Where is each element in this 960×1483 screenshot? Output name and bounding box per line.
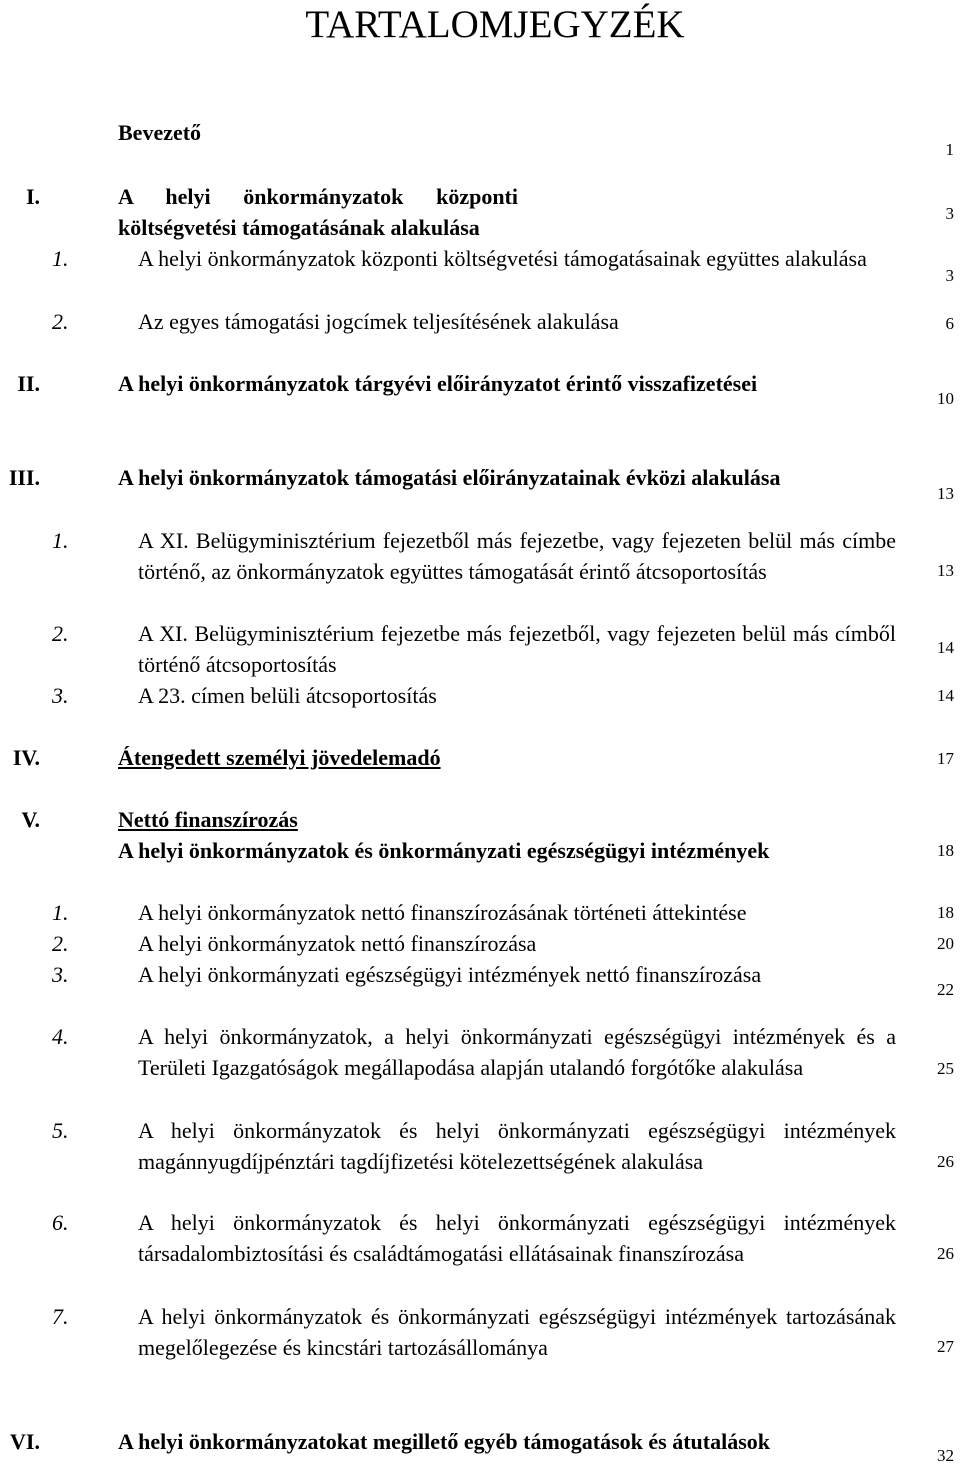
toc-section-number: 1. [52, 528, 69, 553]
toc-page-number: 1 [945, 140, 954, 159]
toc-page-number: 18 [937, 841, 954, 860]
toc-page-number: 26 [937, 1152, 954, 1171]
toc-page-number: 22 [937, 980, 954, 999]
toc-chapter-number: V. [21, 807, 40, 832]
toc-page-number: 3 [945, 204, 954, 223]
toc-entry-text: Átengedett személyi jövedelemadó [118, 745, 441, 770]
toc-entry-text: A helyi önkormányzatok központi költségvetési támogatásának alakulása [118, 184, 518, 240]
toc-entry-text: A helyi önkormányzatok, a helyi önkormányzati egészségügyi intézmények és a Területi Igazgatóságok megállapodása alapján utalandó forgótőke alakulása [138, 1024, 896, 1080]
toc-page-number: 14 [937, 638, 954, 657]
toc-entry-text: A XI. Belügyminisztérium fejezetből más fejezetbe, vagy fejezeten belül más címbe történő, az önkormányzatok együttes támogatását érintő átcsoportosítás [138, 528, 896, 584]
toc-entry-subtitle: A helyi önkormányzatok és önkormányzati egészségügyi intézmények [118, 838, 770, 863]
toc-page-number: 3 [945, 266, 954, 285]
toc-entry-text: Nettó finanszírozás [118, 807, 298, 832]
toc-page-number: 18 [937, 903, 954, 922]
toc-page-number: 27 [937, 1337, 954, 1356]
toc-entry-text: Bevezető [118, 120, 202, 145]
toc-section-number: 7. [52, 1304, 69, 1329]
toc-page-number: 13 [937, 561, 954, 580]
toc-page-number: 26 [937, 1244, 954, 1263]
toc-entry-text: A helyi önkormányzatok és helyi önkormányzati egészségügyi intézmények társadalombiztosítási és családtámogatási ellátásainak finanszírozása [138, 1210, 896, 1266]
toc-section-number: 1. [52, 246, 69, 271]
toc-entry-text: A helyi önkormányzatok tárgyévi előirányzatot érintő visszafizetései [118, 371, 758, 396]
toc-chapter-number: II. [17, 371, 40, 396]
toc-entry-text: A helyi önkormányzatokat megillető egyéb támogatások és átutalások [118, 1429, 771, 1454]
toc-entry-text: A helyi önkormányzatok nettó finanszírozása [138, 931, 537, 956]
toc-section-number: 2. [52, 931, 69, 956]
toc-entry-text: A XI. Belügyminisztérium fejezetbe más fejezetből, vagy fejezeten belül más címből történő átcsoportosítás [138, 621, 896, 677]
toc-entry-text: A helyi önkormányzatok központi költségvetési támogatásainak együttes alakulása [138, 246, 867, 271]
toc-entry-text: A 23. címen belüli átcsoportosítás [138, 683, 437, 708]
toc-section-number: 1. [52, 900, 69, 925]
toc-section-number: 2. [52, 621, 69, 646]
toc-entry-text: A helyi önkormányzati egészségügyi intézmények nettó finanszírozása [138, 962, 762, 987]
toc-section-number: 3. [52, 962, 69, 987]
toc-page-number: 6 [945, 314, 954, 333]
toc-entry-text: A helyi önkormányzatok és önkormányzati egészségügyi intézmények tartozásának megelőlegezése és kincstári tartozásállománya [138, 1304, 896, 1360]
toc-page-number: 10 [937, 389, 954, 408]
page-title: TARTALOMJEGYZÉK [305, 3, 685, 46]
toc-chapter-number: III. [8, 465, 40, 490]
toc-section-number: 2. [52, 309, 69, 334]
toc-page-number: 25 [937, 1059, 954, 1078]
toc-section-number: 4. [52, 1024, 69, 1049]
toc-section-number: 5. [52, 1118, 69, 1143]
toc-entry-text: A helyi önkormányzatok nettó finanszírozásának történeti áttekintése [138, 900, 747, 925]
toc-chapter-number: VI. [10, 1429, 40, 1454]
toc-entry-text: A helyi önkormányzatok támogatási előirányzatainak évközi alakulása [118, 465, 781, 490]
toc-page-number: 32 [937, 1446, 954, 1465]
toc-page-number: 14 [937, 686, 954, 705]
toc-page-number: 13 [937, 484, 954, 503]
toc-page-number: 20 [937, 934, 954, 953]
toc-section-number: 3. [52, 683, 69, 708]
toc-chapter-number: IV. [12, 745, 40, 770]
toc-section-number: 6. [52, 1210, 69, 1235]
toc-entry-text: A helyi önkormányzatok és helyi önkormányzati egészségügyi intézmények magánnyugdíjpénztári tagdíjfizetési kötelezettségének alakulása [138, 1118, 896, 1174]
toc-chapter-number: I. [25, 184, 40, 209]
toc-page-number: 17 [937, 749, 954, 768]
toc-entry-text: Az egyes támogatási jogcímek teljesítésének alakulása [138, 309, 619, 334]
